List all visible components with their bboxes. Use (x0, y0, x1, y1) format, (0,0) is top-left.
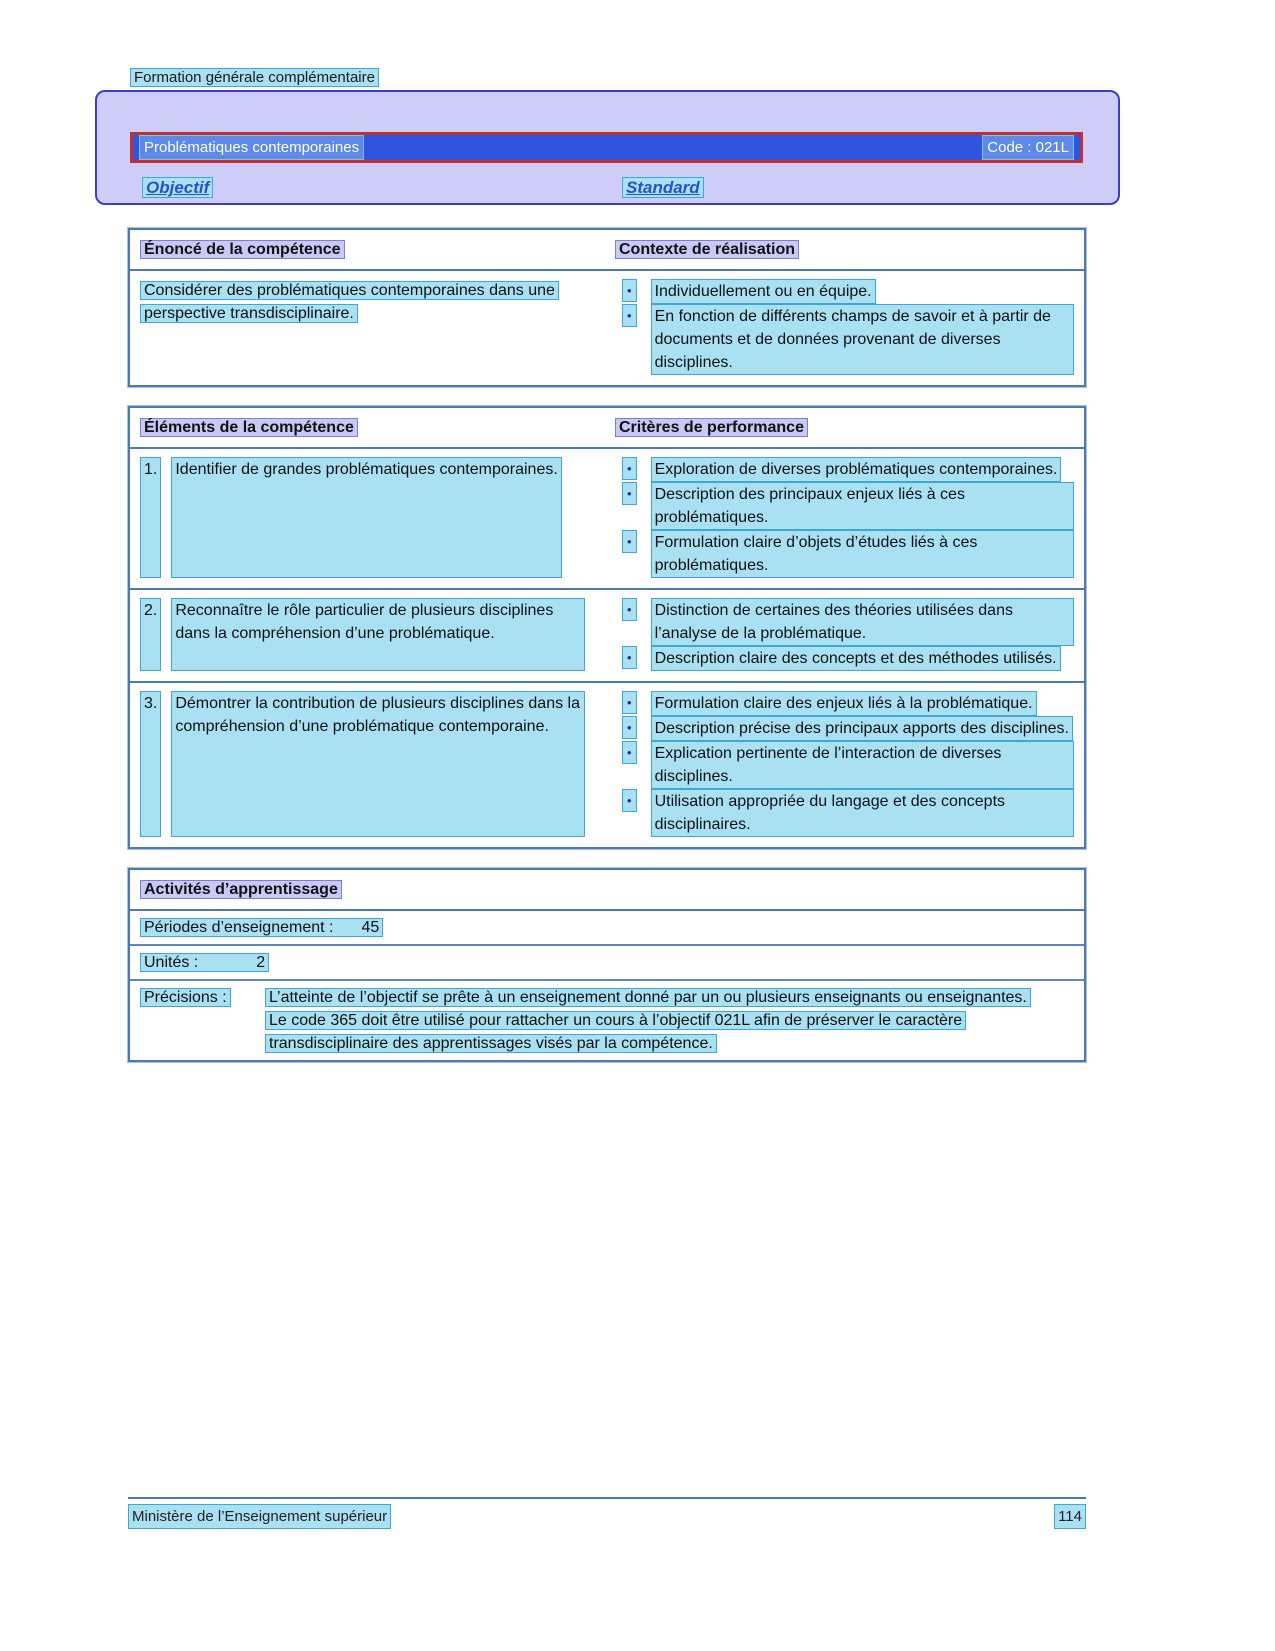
page-footer (128, 1497, 1086, 1529)
element-text: 1. Identifier de grandes problématiques contemporaines. (140, 457, 615, 578)
objectif-heading (142, 176, 213, 199)
bullet-icon: • (622, 716, 637, 739)
unites-label: Unités : (144, 954, 199, 971)
header-banner (95, 90, 1120, 205)
competence-row (130, 271, 1084, 385)
section-label (130, 66, 379, 89)
bullet-item: • Description claire des concepts et des méthodes utilisés. (615, 646, 1074, 671)
element-criteria (615, 457, 1074, 578)
bullet-icon: • (622, 279, 637, 302)
standard-heading-text: Standard (622, 177, 704, 198)
elements-table-header (130, 408, 1084, 449)
precisions-line: Le code 365 doit être utilisé pour rattacher un cours à l’objectif 021L afin de préserver le caractère transdisciplinaire des apprentissages visés par la compétence. (265, 1009, 1074, 1055)
bullet-icon: • (622, 741, 637, 764)
competence-table-header (130, 230, 1084, 271)
precisions-row (130, 979, 1084, 1060)
bullet-item: • Formulation claire des enjeux liés à la problématique. (615, 691, 1074, 716)
element-text: 3. Démontrer la contribution de plusieurs disciplines dans la compréhension d’une problématique contemporaine. (140, 691, 615, 837)
element-criteria (615, 691, 1074, 837)
bullet-item: • Description précise des principaux apports des disciplines. (615, 716, 1074, 741)
section-label-text: Formation générale complémentaire (130, 68, 379, 87)
unites-value: 2 (256, 954, 266, 971)
bullet-item: • Formulation claire d’objets d’études liés à ces problématiques. (615, 530, 1074, 578)
bullet-icon: • (622, 304, 637, 327)
bullet-icon: • (622, 457, 637, 480)
element-row-3 (130, 681, 1084, 847)
bullet-icon: • (622, 691, 637, 714)
bullet-icon: • (622, 646, 637, 669)
bullet-item: • En fonction de différents champs de savoir et à partir de documents et de données provenant de diverses disciplines. (615, 304, 1074, 375)
standard-heading (622, 176, 704, 199)
bullet-icon: • (622, 598, 637, 621)
precisions-text (265, 986, 1074, 1055)
element-row-2 (130, 588, 1084, 681)
element-text: 2. Reconnaître le rôle particulier de plusieurs disciplines dans la compréhension d’une problématique. (140, 598, 615, 671)
elements-header-left: Éléments de la compétence (140, 416, 615, 439)
objectif-heading-text: Objectif (142, 177, 213, 198)
precisions-line: L’atteinte de l’objectif se prête à un enseignement donné par un ou plusieurs enseignants ou enseignantes. (265, 986, 1074, 1009)
bullet-icon: • (622, 789, 637, 812)
periodes-value: 45 (361, 919, 380, 936)
bullet-item: • Distinction de certaines des théories utilisées dans l’analyse de la problématique. (615, 598, 1074, 646)
element-row-1 (130, 449, 1084, 588)
competence-table (128, 228, 1086, 387)
document-content (128, 228, 1086, 1081)
bullet-icon: • (622, 482, 637, 505)
bullet-item: • Description des principaux enjeux liés à ces problématiques. (615, 482, 1074, 530)
precisions-label: Précisions : (140, 986, 265, 1055)
unites-row (130, 944, 1084, 979)
elements-header-right: Critères de performance (615, 416, 1074, 439)
activites-table-header (130, 870, 1084, 911)
element-criteria (615, 598, 1074, 671)
footer-ministry: Ministère de l’Enseignement supérieur (128, 1504, 391, 1529)
periodes-row (130, 911, 1084, 944)
bullet-icon: • (622, 530, 637, 553)
bullet-item: • Individuellement ou en équipe. (615, 279, 1074, 304)
competence-enonce: Considérer des problématiques contemporaines dans une perspective transdisciplinaire. (140, 279, 615, 375)
course-title: Problématiques contemporaines (139, 135, 364, 160)
bullet-item: • Utilisation appropriée du langage et des concepts disciplinaires. (615, 789, 1074, 837)
periodes-label: Périodes d’enseignement : (144, 919, 334, 936)
course-title-bar (130, 132, 1083, 163)
bullet-item: • Exploration de diverses problématiques contemporaines. (615, 457, 1074, 482)
competence-header-left: Énoncé de la compétence (140, 238, 615, 261)
footer-page-number: 114 (1054, 1504, 1086, 1529)
activites-table (128, 868, 1086, 1062)
course-code: Code : 021L (982, 135, 1074, 160)
elements-table (128, 406, 1086, 849)
competence-contexte (615, 279, 1074, 375)
competence-header-right: Contexte de réalisation (615, 238, 1074, 261)
activites-header: Activités d’apprentissage (140, 878, 1074, 901)
bullet-item: • Explication pertinente de l’interaction de diverses disciplines. (615, 741, 1074, 789)
